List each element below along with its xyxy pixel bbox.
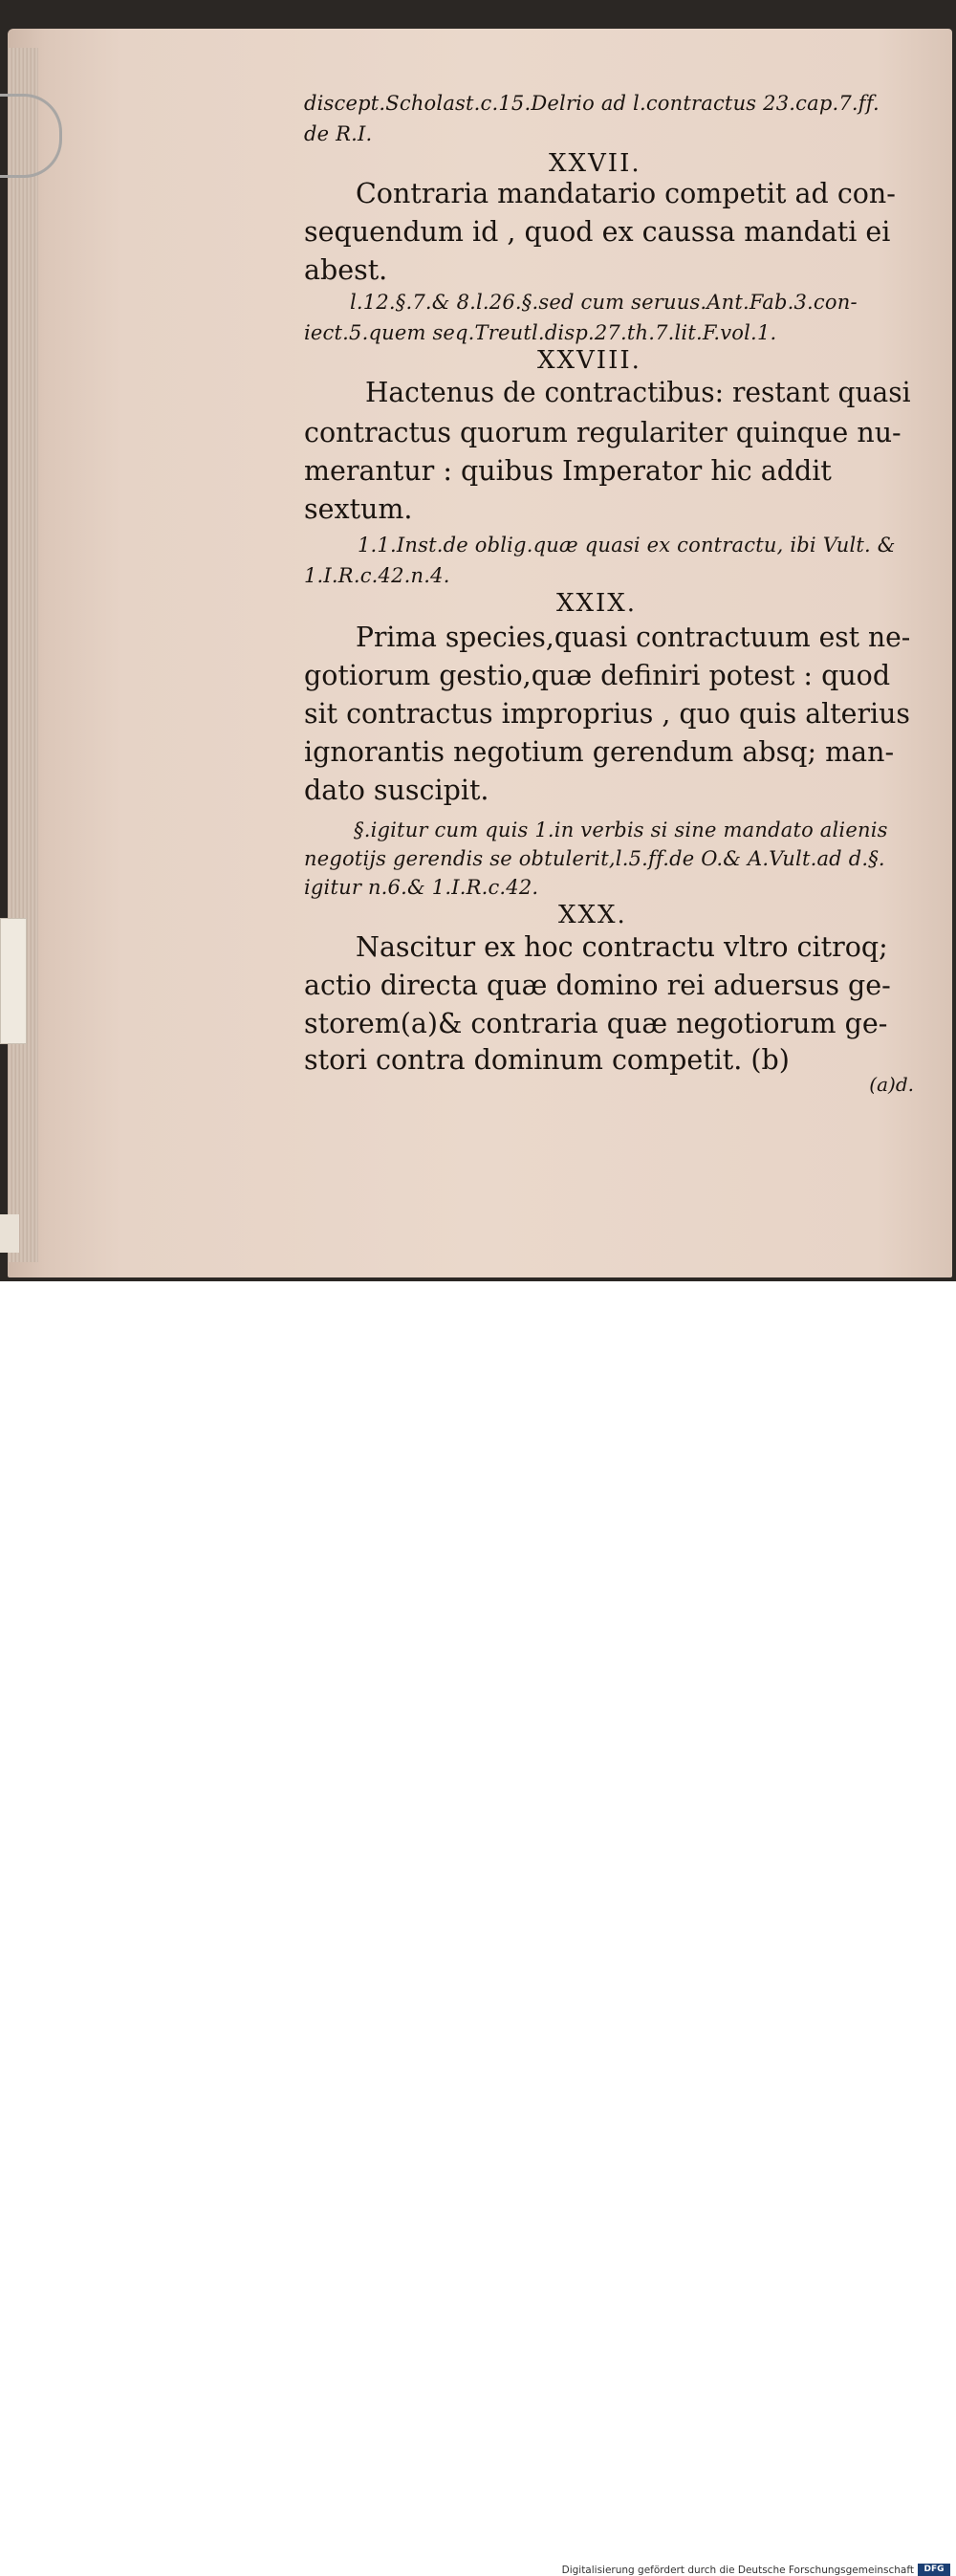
footer-credit: Digitalisierung gefördert durch die Deutsche Forschungsgemeinschaft — [561, 2565, 914, 2576]
text-line: sextum. — [304, 493, 413, 525]
footer-bar — [0, 1281, 956, 2576]
text-line: §.igitur cum quis 1.in verbis si sine mandato alienis — [354, 819, 888, 841]
scanned-page-image — [0, 0, 956, 1281]
catchword: (a)d. — [869, 1073, 914, 1096]
text-line: de R.I. — [304, 122, 373, 145]
text-line: abest. — [304, 254, 388, 286]
section-heading: XXVIII. — [537, 346, 641, 375]
text-line: Hactenus de contractibus: restant quasi — [365, 377, 911, 408]
section-heading: XXX. — [558, 901, 627, 929]
dfg-logo-icon: DFG — [918, 2564, 950, 2576]
page-edges — [8, 48, 38, 1262]
text-line: 1.1.Inst.de oblig.quæ quasi ex contractu, ibi Vult. & — [358, 534, 896, 557]
text-line: sit contractus improprius , quo quis alterius — [304, 698, 911, 730]
text-line: actio directa quæ domino rei aduersus ge- — [304, 970, 891, 1001]
text-line: dato suscipit. — [304, 775, 489, 806]
text-line: negotijs gerendis se obtulerit,l.5.ff.de O.& A.Vult.ad d.§. — [304, 847, 885, 870]
binding-tab — [0, 918, 27, 1044]
text-line: Nascitur ex hoc contractu vltro citroq; — [356, 931, 888, 963]
text-line: 1.I.R.c.42.n.4. — [304, 564, 450, 587]
text-line: discept.Scholast.c.15.Delrio ad l.contractus 23.cap.7.ff. — [304, 92, 880, 115]
text-line: ignorantis negotium gerendum absq; man- — [304, 736, 895, 768]
text-line: storem(a)& contraria quæ negotiorum ge- — [304, 1008, 888, 1039]
section-heading: XXVII. — [549, 149, 641, 178]
text-line: Contraria mandatario competit ad con- — [356, 178, 896, 209]
text-line: igitur n.6.& 1.I.R.c.42. — [304, 876, 539, 899]
text-line: sequendum id , quod ex caussa mandati ei — [304, 216, 891, 248]
text-line: contractus quorum regulariter quinque nu- — [304, 417, 902, 448]
text-line: stori contra dominum competit. (b) — [304, 1044, 790, 1076]
text-line: l.12.§.7.& 8.l.26.§.sed cum seruus.Ant.Fab.3.con- — [350, 291, 858, 314]
text-line: merantur : quibus Imperator hic addit — [304, 455, 832, 487]
text-line: Prima species,quasi contractuum est ne- — [356, 622, 911, 653]
text-line: gotiorum gestio,quæ definiri potest : quod — [304, 660, 891, 691]
binding-tab-lower — [0, 1214, 19, 1253]
text-line: iect.5.quem seq.Treutl.disp.27.th.7.lit.F.vol.1. — [304, 321, 777, 344]
section-heading: XXIX. — [556, 589, 638, 618]
